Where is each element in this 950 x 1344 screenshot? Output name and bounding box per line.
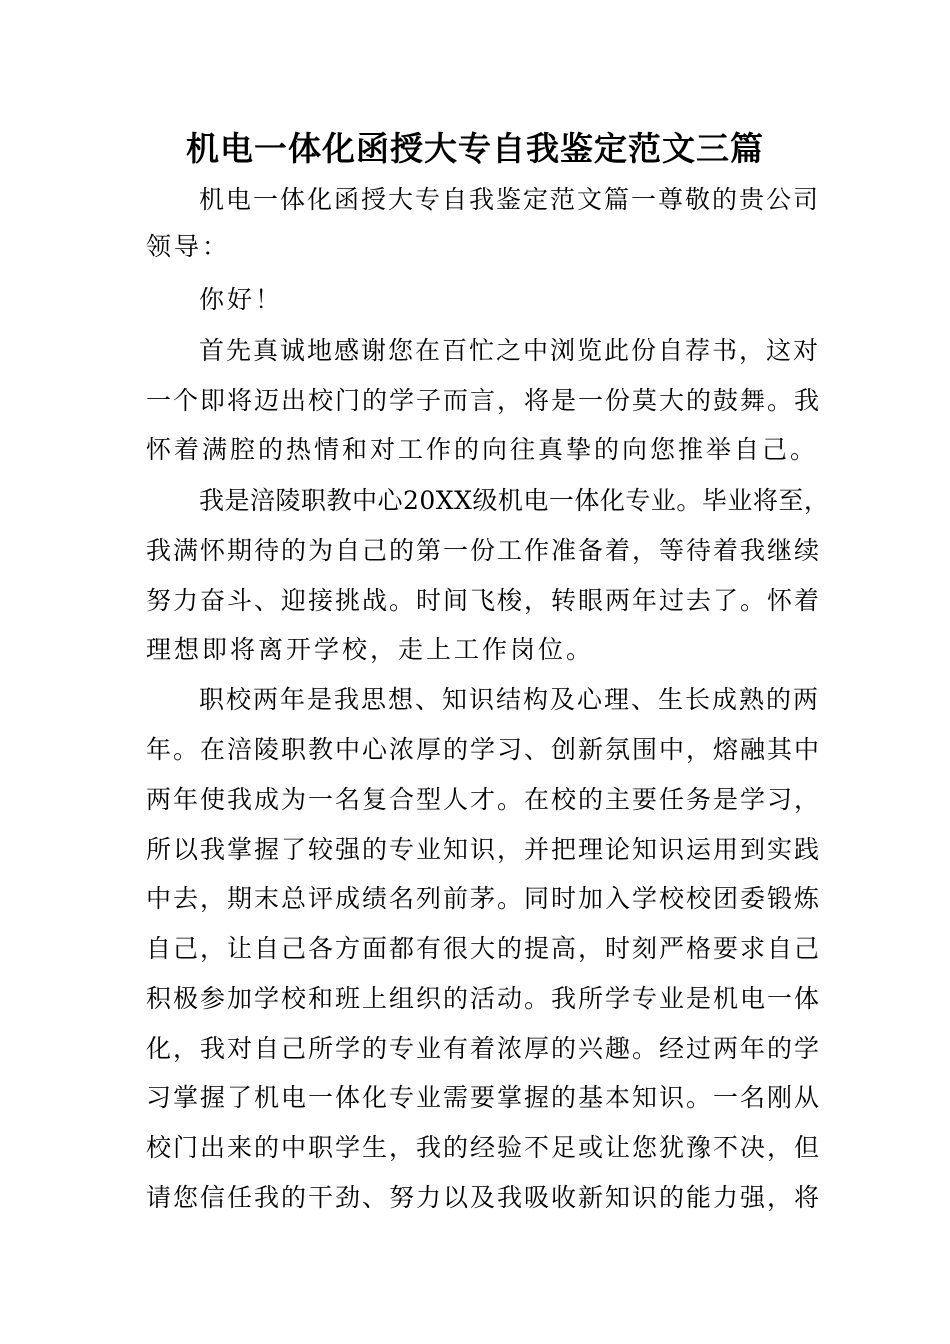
- text-line: 怀着满腔的热情和对工作的向往真挚的向您推举自己。: [146, 435, 819, 464]
- document-title: 机电一体化函授大专自我鉴定范文三篇: [186, 129, 764, 168]
- text-line: 机电一体化函授大专自我鉴定范文篇一尊敬的贵公司: [199, 185, 821, 214]
- text-line: 习掌握了机电一体化专业需要掌握的基本知识。一名刚从: [146, 1083, 822, 1112]
- text-line: 职校两年是我思想、知识结构及心理、生长成熟的两: [199, 685, 821, 714]
- text-line: 校门出来的中职学生，我的经验不足或让您犹豫不决，但: [146, 1133, 822, 1162]
- text-line: 所以我掌握了较强的专业知识，并把理论知识运用到实践: [146, 835, 822, 864]
- text-line: 两年使我成为一名复合型人才。在校的主要任务是学习，: [146, 785, 822, 814]
- text-line: 首先真诚地感谢您在百忙之中浏览此份自荐书，这对: [199, 336, 821, 365]
- text-line: 理想即将离开学校，走上工作岗位。: [146, 635, 595, 664]
- text-line: 自己，让自己各方面都有很大的提高，时刻严格要求自己: [146, 934, 822, 963]
- text-line: 请您信任我的干劲、努力以及我吸收新知识的能力强，将: [146, 1183, 822, 1212]
- text-line: 领导：: [146, 232, 231, 261]
- text-line: 努力奋斗、迎接挑战。时间飞梭，转眼两年过去了。怀着: [146, 586, 822, 615]
- text-line: 你好！: [199, 285, 284, 314]
- text-line: 化，我对自己所学的专业有着浓厚的兴趣。经过两年的学: [146, 1034, 822, 1063]
- text-line: 一个即将迈出校门的学子而言，将是一份莫大的鼓舞。我: [146, 386, 822, 415]
- text-line: 我满怀期待的为自己的第一份工作准备着，等待着我继续: [146, 536, 822, 565]
- text-line: 我是涪陵职教中心20XX级机电一体化专业。毕业将至，: [199, 486, 830, 515]
- text-line: 积极参加学校和班上组织的活动。我所学专业是机电一体: [146, 984, 822, 1013]
- text-line: 中去，期末总评成绩名列前茅。同时加入学校校团委锻炼: [146, 884, 822, 913]
- text-line: 年。在涪陵职教中心浓厚的学习、创新氛围中，熔融其中: [146, 735, 822, 764]
